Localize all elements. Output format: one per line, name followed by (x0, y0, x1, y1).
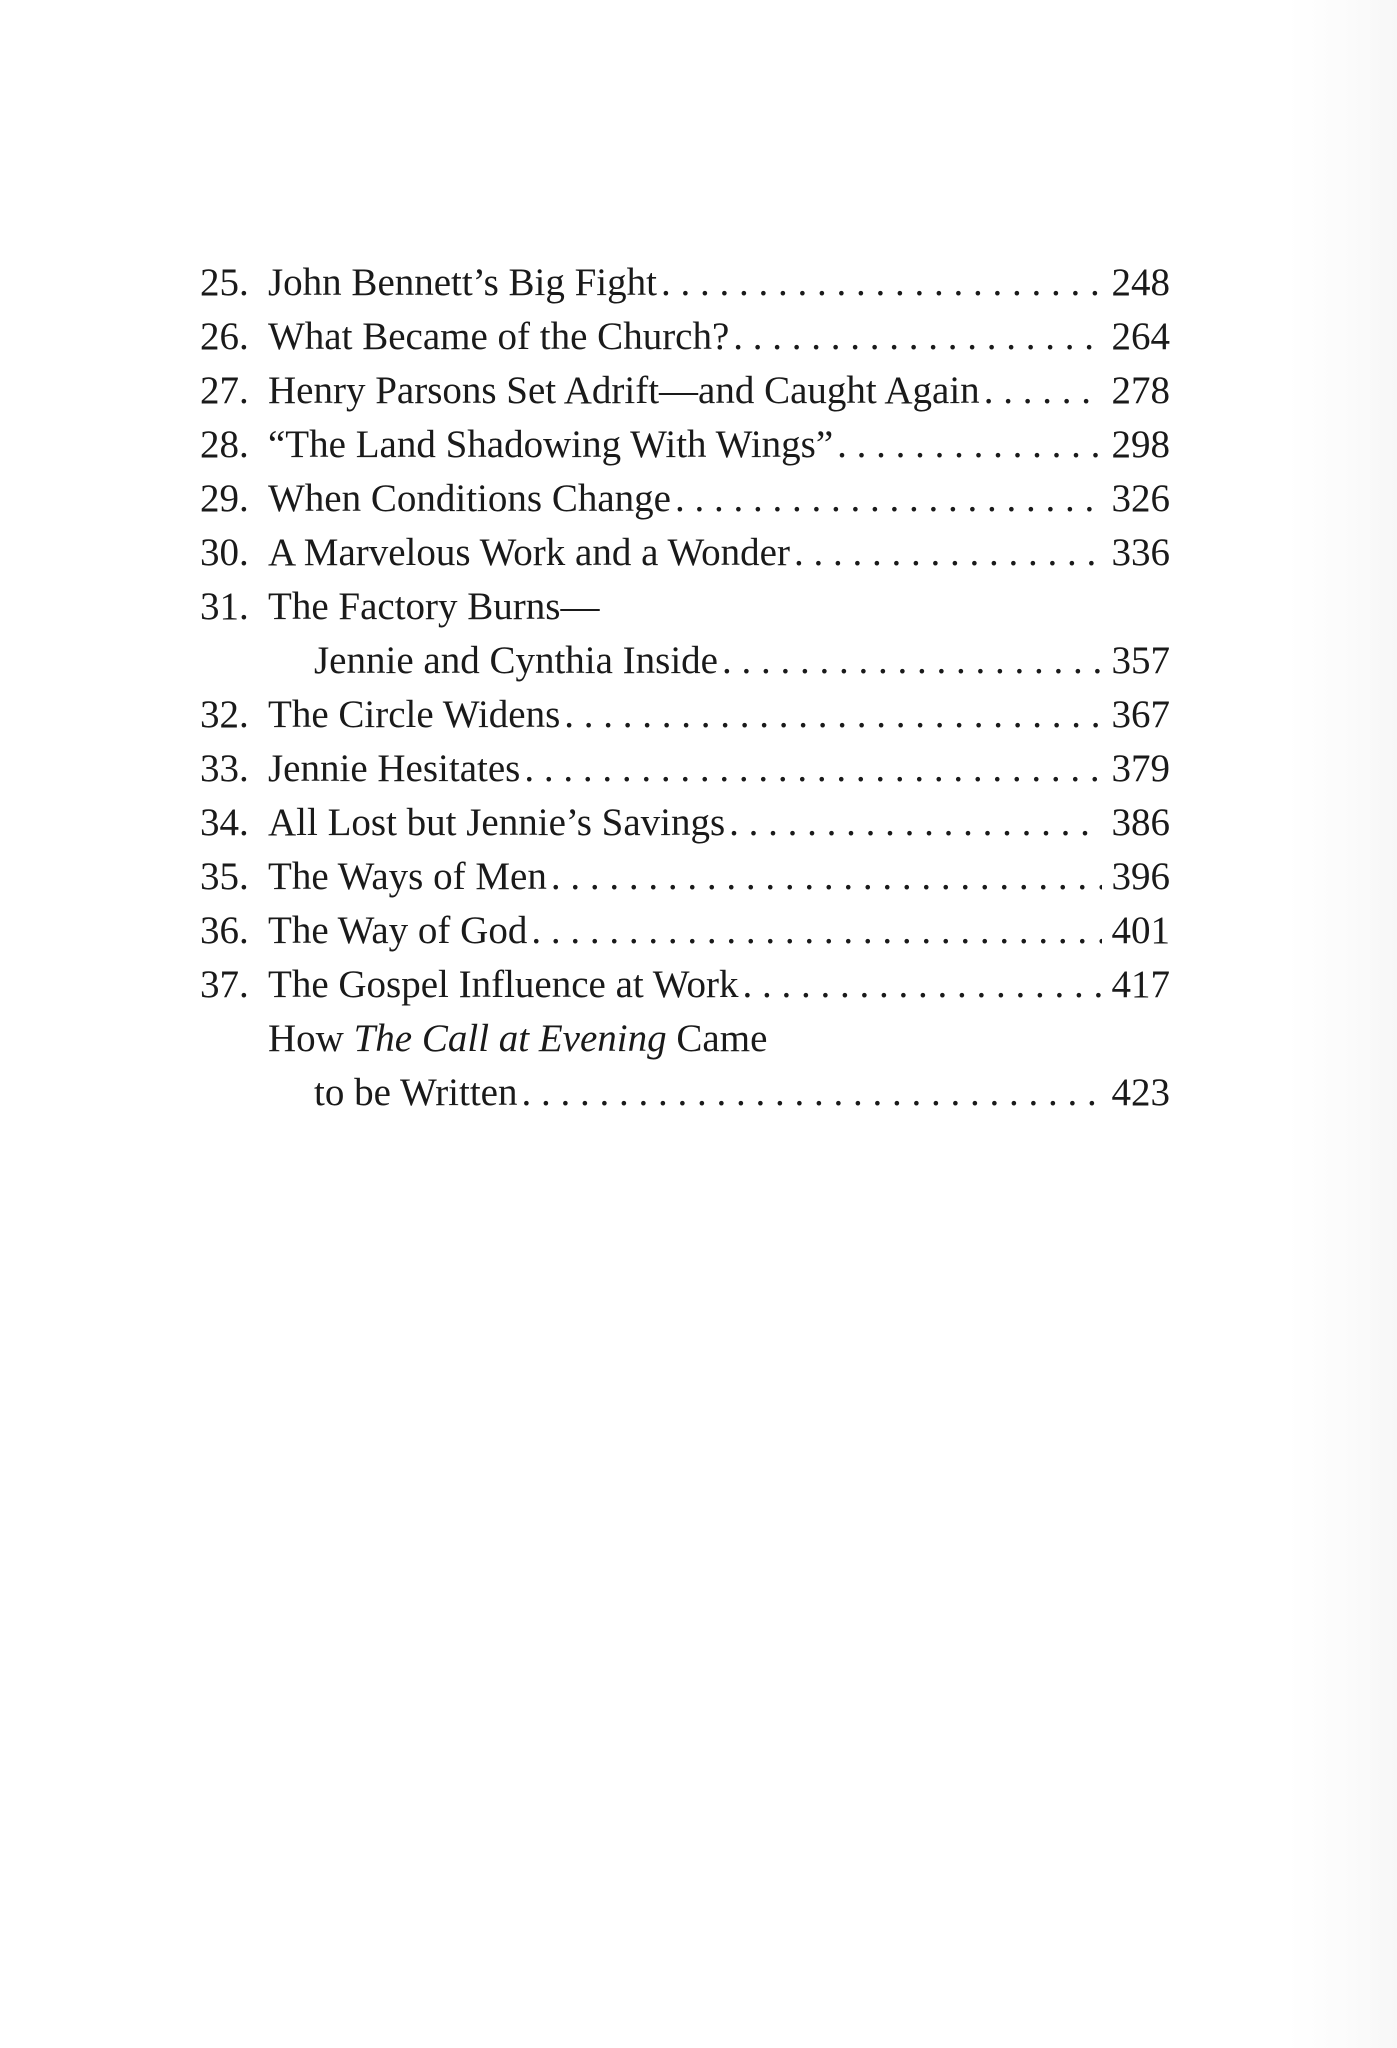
chapter-number: 27. (200, 369, 249, 412)
toc-entry (200, 472, 1170, 526)
appendix-suffix: Came (666, 1017, 768, 1060)
page-number: 401 (1111, 909, 1170, 952)
page-number: 336 (1111, 531, 1170, 574)
chapter-title: The Ways of Men (268, 855, 547, 898)
page-number: 326 (1111, 477, 1170, 520)
leader-dots (984, 364, 1102, 418)
chapter-title: What Became of the Church? (268, 315, 730, 358)
leader-dots (729, 796, 1102, 850)
toc-entry (200, 850, 1170, 904)
chapter-title: The Way of God (268, 909, 528, 952)
toc-entry-line2 (200, 634, 1170, 688)
toc-entry (200, 688, 1170, 742)
page-edge-shadow (1287, 0, 1397, 2048)
toc-entry (200, 310, 1170, 364)
leader-dots (675, 472, 1102, 526)
leader-dots (733, 310, 1102, 364)
chapter-number: 31. (200, 585, 249, 628)
page-number: 396 (1111, 855, 1170, 898)
chapter-number: 26. (200, 315, 249, 358)
page-number: 264 (1111, 315, 1170, 358)
chapter-title: “The Land Shadowing With Wings” (268, 423, 834, 466)
toc-entry (200, 742, 1170, 796)
toc-entry (200, 526, 1170, 580)
chapter-title-line2: Jennie and Cynthia Inside (314, 639, 718, 682)
leader-dots (564, 688, 1102, 742)
page-number: 386 (1111, 801, 1170, 844)
leader-dots (531, 904, 1102, 958)
chapter-number: 29. (200, 477, 249, 520)
chapter-number: 35. (200, 855, 249, 898)
chapter-title: When Conditions Change (268, 477, 671, 520)
chapter-number: 36. (200, 909, 249, 952)
page-number: 278 (1111, 369, 1170, 412)
chapter-title: John Bennett’s Big Fight (268, 261, 657, 304)
toc-entry (200, 256, 1170, 310)
chapter-number: 25. (200, 261, 249, 304)
leader-dots (837, 418, 1102, 472)
toc-entry (200, 904, 1170, 958)
chapter-number: 30. (200, 531, 249, 574)
leader-dots (522, 1066, 1103, 1120)
page-number: 248 (1111, 261, 1170, 304)
toc-entry (200, 958, 1170, 1012)
toc-entry (200, 796, 1170, 850)
chapter-title-line1: The Factory Burns— (268, 585, 600, 628)
leader-dots (551, 850, 1102, 904)
appendix-entry-line2 (200, 1066, 1170, 1120)
chapter-number: 28. (200, 423, 249, 466)
leader-dots (794, 526, 1102, 580)
chapter-title: The Circle Widens (268, 693, 561, 736)
chapter-title: All Lost but Jennie’s Savings (268, 801, 726, 844)
leader-dots (524, 742, 1102, 796)
toc-entry (200, 364, 1170, 418)
leader-dots (742, 958, 1102, 1012)
chapter-title: A Marvelous Work and a Wonder (268, 531, 790, 574)
toc-entry (200, 418, 1170, 472)
chapter-title: The Gospel Influence at Work (268, 963, 739, 1006)
chapter-number: 33. (200, 747, 249, 790)
appendix-title-line2: to be Written (314, 1071, 518, 1114)
toc-entry-line1 (200, 580, 1170, 634)
chapter-number: 32. (200, 693, 249, 736)
appendix-prefix: How (268, 1017, 354, 1060)
leader-dots (661, 256, 1102, 310)
chapter-number: 37. (200, 963, 249, 1006)
page-number: 357 (1111, 639, 1170, 682)
chapter-title: Henry Parsons Set Adrift—and Caught Again (268, 369, 980, 412)
page-number: 367 (1111, 693, 1170, 736)
appendix-title-line1 (268, 1012, 767, 1066)
leader-dots (722, 634, 1102, 688)
appendix-entry-line1 (200, 1012, 1170, 1066)
page-number: 379 (1111, 747, 1170, 790)
chapter-title: Jennie Hesitates (268, 747, 521, 790)
page-number: 423 (1111, 1071, 1170, 1114)
table-of-contents (200, 256, 1170, 1120)
page-number: 298 (1111, 423, 1170, 466)
book-title-italic: The Call at Evening (353, 1017, 667, 1060)
chapter-number: 34. (200, 801, 249, 844)
page-number: 417 (1111, 963, 1170, 1006)
